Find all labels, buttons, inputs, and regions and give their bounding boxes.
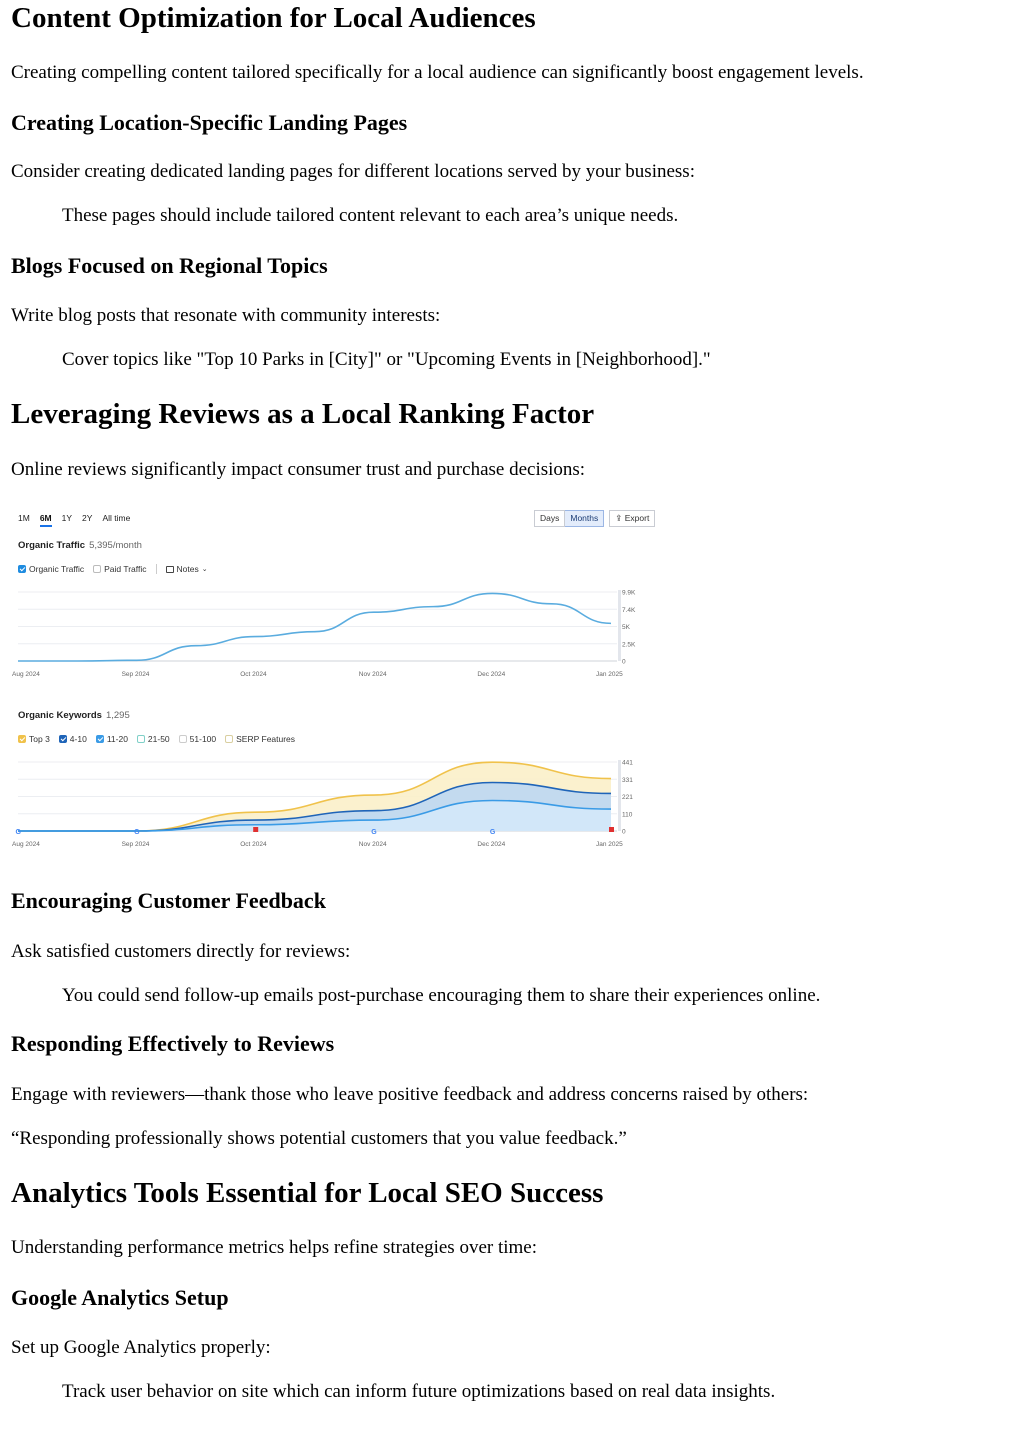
heading-reviews: Leveraging Reviews as a Local Ranking Factor (11, 398, 595, 430)
keywords-x-tick-label: Nov 2024 (358, 841, 387, 848)
checkbox-empty-icon (225, 735, 233, 743)
heading-responding: Responding Effectively to Reviews (11, 1031, 335, 1056)
paragraph-landing: Consider creating dedicated landing pages for different locations served by your business: (11, 161, 695, 182)
traffic-legend (18, 564, 208, 574)
heading-feedback: Encouraging Customer Feedback (11, 888, 326, 913)
keywords-legend-label: 4-10 (69, 734, 87, 744)
traffic-y-tick-label: 2.5K (622, 641, 636, 649)
keywords-title-text: Organic Keywords (18, 710, 102, 721)
paragraph-ga: Set up Google Analytics properly: (11, 1337, 271, 1358)
paragraph-feedback: Ask satisfied customers directly for reviews: (11, 941, 351, 962)
paragraph-ga-indent: Track user behavior on site which can inform future optimizations based on real data insights. (62, 1381, 776, 1402)
chevron-down-icon: ⌄ (201, 566, 208, 573)
keywords-y-tick-label: 110 (622, 811, 633, 819)
checkbox-checked-icon (59, 735, 67, 743)
keywords-scroll-handle[interactable] (618, 760, 621, 831)
range-selector (18, 513, 130, 527)
traffic-x-tick-label: Aug 2024 (12, 671, 40, 678)
notes-label: Notes (176, 564, 199, 574)
range-1y[interactable]: 1Y (61, 513, 73, 523)
traffic-y-tick-label: 0 (622, 658, 626, 666)
export-button[interactable] (609, 510, 655, 527)
keywords-x-tick-label: Aug 2024 (12, 841, 40, 848)
keywords-y-tick-label: 441 (622, 759, 633, 767)
google-update-icon[interactable]: G (134, 829, 140, 836)
keywords-x-tick-label: Oct 2024 (240, 841, 267, 848)
checkbox-checked-icon (96, 735, 104, 743)
checkbox-empty-icon (137, 735, 145, 743)
traffic-x-tick-label: Oct 2024 (240, 671, 267, 678)
paragraph-analytics: Understanding performance metrics helps refine strategies over time: (11, 1237, 537, 1258)
keywords-y-tick-label: 221 (622, 794, 633, 801)
legend-organic-traffic[interactable] (18, 564, 84, 574)
keywords-y-tick-label: 0 (622, 828, 626, 836)
keywords-y-tick-label: 331 (622, 776, 633, 784)
heading-google-analytics: Google Analytics Setup (11, 1285, 229, 1310)
keywords-legend (18, 734, 295, 744)
keywords-legend-item[interactable] (96, 734, 128, 744)
paragraph-reviews: Online reviews significantly impact consumer trust and purchase decisions: (11, 459, 586, 480)
google-update-icon[interactable]: G (371, 829, 377, 836)
heading-content-optimization: Content Optimization for Local Audiences (11, 2, 536, 34)
range-all-time[interactable]: All time (102, 513, 131, 523)
keywords-legend-label: 51-100 (189, 734, 217, 744)
export-label: Export (624, 513, 650, 523)
paragraph-quote: “Responding professionally shows potential customers that you value feedback.” (11, 1128, 627, 1149)
keywords-chart (11, 755, 656, 853)
heading-landing-pages: Creating Location-Specific Landing Pages (11, 110, 408, 135)
checkbox-empty-icon (179, 735, 187, 743)
keywords-legend-label: Top 3 (29, 734, 50, 744)
traffic-y-tick-label: 9.9K (622, 589, 636, 597)
legend-organic-label: Organic Traffic (29, 564, 85, 574)
traffic-title (18, 540, 142, 551)
keywords-x-tick-label: Dec 2024 (477, 841, 506, 848)
legend-paid-label: Paid Traffic (104, 564, 147, 574)
traffic-x-tick-label: Jan 2025 (596, 671, 623, 678)
traffic-y-tick-label: 5K (622, 624, 630, 631)
google-update-icon[interactable]: G (489, 829, 496, 836)
keywords-legend-item[interactable] (18, 734, 50, 744)
traffic-title-text: Organic Traffic (18, 540, 86, 551)
flag-marker-icon[interactable] (253, 827, 258, 832)
traffic-x-tick-label: Dec 2024 (477, 671, 506, 678)
paragraph-blogs: Write blog posts that resonate with community interests: (11, 305, 441, 326)
keywords-legend-label: 21-50 (147, 734, 170, 744)
heading-blogs: Blogs Focused on Regional Topics (11, 253, 328, 278)
keywords-x-tick-label: Jan 2025 (596, 841, 623, 848)
traffic-x-tick-label: Nov 2024 (358, 671, 387, 678)
range-1m[interactable]: 1M (18, 513, 30, 523)
legend-paid-traffic[interactable] (93, 564, 146, 574)
toggle-months-button[interactable]: Months (565, 510, 604, 527)
legend-divider (156, 564, 157, 574)
keywords-value: 1,295 (105, 710, 130, 721)
analytics-widget (11, 505, 656, 853)
keywords-legend-item[interactable] (225, 734, 295, 744)
keywords-legend-label: SERP Features (236, 734, 296, 744)
heading-analytics: Analytics Tools Essential for Local SEO Success (11, 1177, 604, 1209)
paragraph-blogs-indent: Cover topics like "Top 10 Parks in [City]" or "Upcoming Events in [Neighborhood]." (62, 349, 711, 370)
traffic-series-line (18, 593, 611, 661)
paragraph-landing-indent: These pages should include tailored content relevant to each area’s unique needs. (62, 205, 679, 226)
keywords-legend-label: 11-20 (106, 734, 128, 744)
upload-icon: ⇪ (615, 513, 623, 523)
keywords-x-tick-label: Sep 2024 (121, 841, 150, 848)
checkbox-checked-icon (18, 565, 26, 573)
traffic-scroll-handle[interactable] (618, 590, 621, 661)
range-6m[interactable]: 6M (40, 513, 52, 527)
checkbox-checked-icon (18, 735, 26, 743)
traffic-x-tick-label: Sep 2024 (121, 671, 150, 678)
notes-dropdown[interactable] (166, 564, 208, 574)
keywords-title (18, 710, 130, 721)
paragraph-intro: Creating compelling content tailored specifically for a local audience can significantly boost engagement levels. (11, 62, 864, 83)
traffic-y-tick-label: 7.4K (622, 606, 636, 614)
paragraph-responding: Engage with reviewers—thank those who leave positive feedback and address concerns raised by others: (11, 1084, 809, 1105)
keywords-legend-item[interactable] (137, 734, 170, 744)
paragraph-feedback-indent: You could send follow-up emails post-purchase encouraging them to share their experiences online. (62, 985, 821, 1006)
traffic-chart (11, 585, 656, 683)
keywords-legend-item[interactable] (59, 734, 87, 744)
notes-icon (166, 566, 174, 573)
checkbox-empty-icon (93, 565, 101, 573)
granularity-toggle (534, 510, 655, 527)
google-update-icon[interactable]: G (15, 829, 21, 836)
flag-marker-icon[interactable] (609, 827, 614, 832)
traffic-value: 5,395/month (89, 540, 142, 551)
toggle-days-button[interactable]: Days (534, 510, 565, 527)
range-2y[interactable]: 2Y (82, 513, 93, 523)
keywords-legend-item[interactable] (179, 734, 216, 744)
